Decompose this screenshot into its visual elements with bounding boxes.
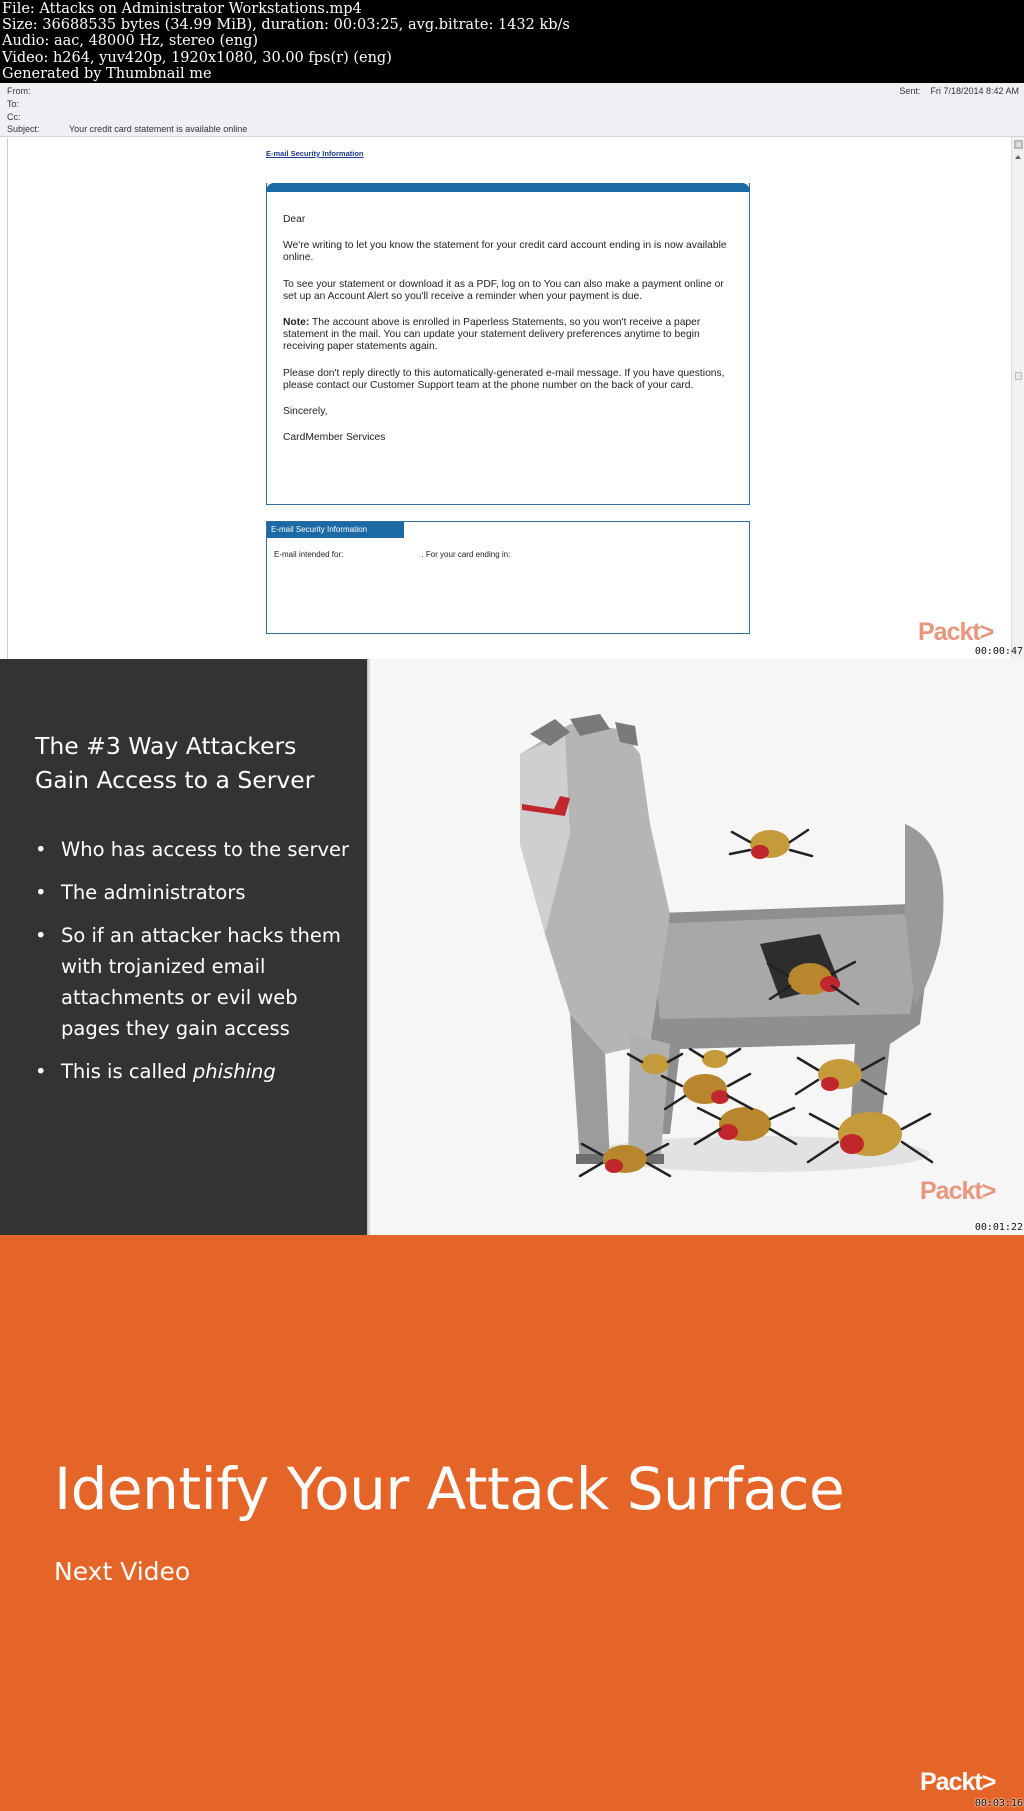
intended-for-label: E-mail intended for:	[274, 550, 344, 559]
trojan-horse-icon	[510, 714, 950, 1184]
to-label: To:	[7, 99, 20, 109]
mail-header	[0, 83, 1024, 137]
timestamp-3: 00:03:16	[974, 1798, 1023, 1809]
email-security-link[interactable]: E-mail Security Information	[266, 149, 364, 158]
video-info-header	[0, 0, 1024, 83]
file-size-line: Size: 36688535 bytes (34.99 MiB), duration: 00:03:25, avg.bitrate: 1432 kb/s	[2, 17, 570, 34]
letter-greeting: Dear	[283, 214, 306, 225]
letter-text	[283, 214, 733, 458]
bullet4-prefix: This is called	[61, 1060, 193, 1083]
bullet-item: • So if an attacker hacks them with trojanized email attachments or evil web pages they gain access	[35, 920, 360, 1044]
letter-p3	[283, 317, 733, 354]
card-ending-label: . For your card ending in:	[421, 550, 511, 559]
cc-label: Cc:	[7, 112, 21, 122]
next-video-subtitle: Next Video	[54, 1557, 191, 1586]
bullet-item-phishing	[35, 1056, 360, 1087]
sent-info	[899, 86, 1019, 96]
from-label: From:	[7, 86, 31, 96]
packt-logo: Packt>	[920, 1177, 996, 1205]
spider-icon	[702, 1050, 728, 1068]
letter-p2: To see your statement or download it as a PDF, log on to You can also make a payment online or set up an Account Alert so you'll receive a reminder when your payment is due.	[283, 278, 724, 302]
frame-slide-phishing	[0, 659, 1024, 1235]
slide-text-panel	[0, 659, 367, 1235]
next-video-title: Identify Your Attack Surface	[54, 1455, 845, 1523]
scroll-thumb[interactable]	[1015, 372, 1022, 380]
phishing-term: phishing	[192, 1060, 276, 1083]
file-name-line: File: Attacks on Administrator Workstations.mp4	[2, 1, 362, 17]
scroll-up-icon[interactable]	[1015, 155, 1021, 159]
bullet-item: • Who has access to the server	[35, 834, 360, 865]
spider-icon	[641, 1054, 669, 1074]
audio-line: Audio: aac, 48000 Hz, stereo (eng)	[2, 33, 259, 50]
letter-signature: CardMember Services	[283, 432, 386, 444]
spider-icon	[838, 1112, 902, 1156]
letter-p1: We're writing to let you know the statement for your credit card account ending in is now available online.	[283, 240, 727, 264]
subject-label: Subject:	[7, 124, 40, 134]
settings-icon[interactable]	[1014, 140, 1023, 149]
spider-icon	[718, 1107, 771, 1141]
mail-scrollbar[interactable]	[1011, 137, 1024, 659]
generator-line: Generated by Thumbnail me	[2, 65, 212, 82]
card-top-bar	[266, 183, 750, 192]
frame-email-screenshot	[0, 83, 1024, 659]
subject-value: Your credit card statement is available online	[69, 124, 248, 134]
bullet-list	[35, 834, 360, 1099]
panel-shadow	[367, 659, 371, 1235]
packt-logo: Packt>	[918, 618, 994, 646]
packt-logo: Packt>	[920, 1768, 996, 1796]
spider-icon	[603, 1145, 647, 1173]
slide-title: The #3 Way Attackers Gain Access to a Server	[35, 732, 315, 794]
statement-card	[266, 183, 750, 505]
sent-label: Sent:	[899, 86, 921, 96]
note-label: Note:	[283, 317, 310, 329]
timestamp-2: 00:01:22	[974, 1222, 1023, 1233]
security-info-box	[266, 521, 750, 634]
note-text: The account above is enrolled in Paperless Statements, so you won't receive a paper statement in the mail. You can update your statement delivery preferences anytime to begin receiving paper statements again.	[283, 317, 701, 353]
video-line: Video: h264, yuv420p, 1920x1080, 30.00 fps(r) (eng)	[2, 49, 392, 66]
letter-p4: Please don't reply directly to this automatically-generated e-mail message. If you have questions, please contact our Customer Support team at the phone number on the back of your card.	[283, 367, 725, 391]
security-box-title: E-mail Security Information	[267, 522, 404, 538]
bullet-item: • The administrators	[35, 877, 360, 908]
sent-value: Fri 7/18/2014 8:42 AM	[930, 86, 1019, 96]
timestamp-1: 00:00:47	[974, 646, 1023, 657]
letter-closing: Sincerely,	[283, 406, 328, 418]
security-box-line	[274, 550, 510, 559]
spider-icon	[683, 1074, 729, 1104]
frame-next-video	[0, 1235, 1024, 1811]
spider-icon	[750, 830, 790, 859]
